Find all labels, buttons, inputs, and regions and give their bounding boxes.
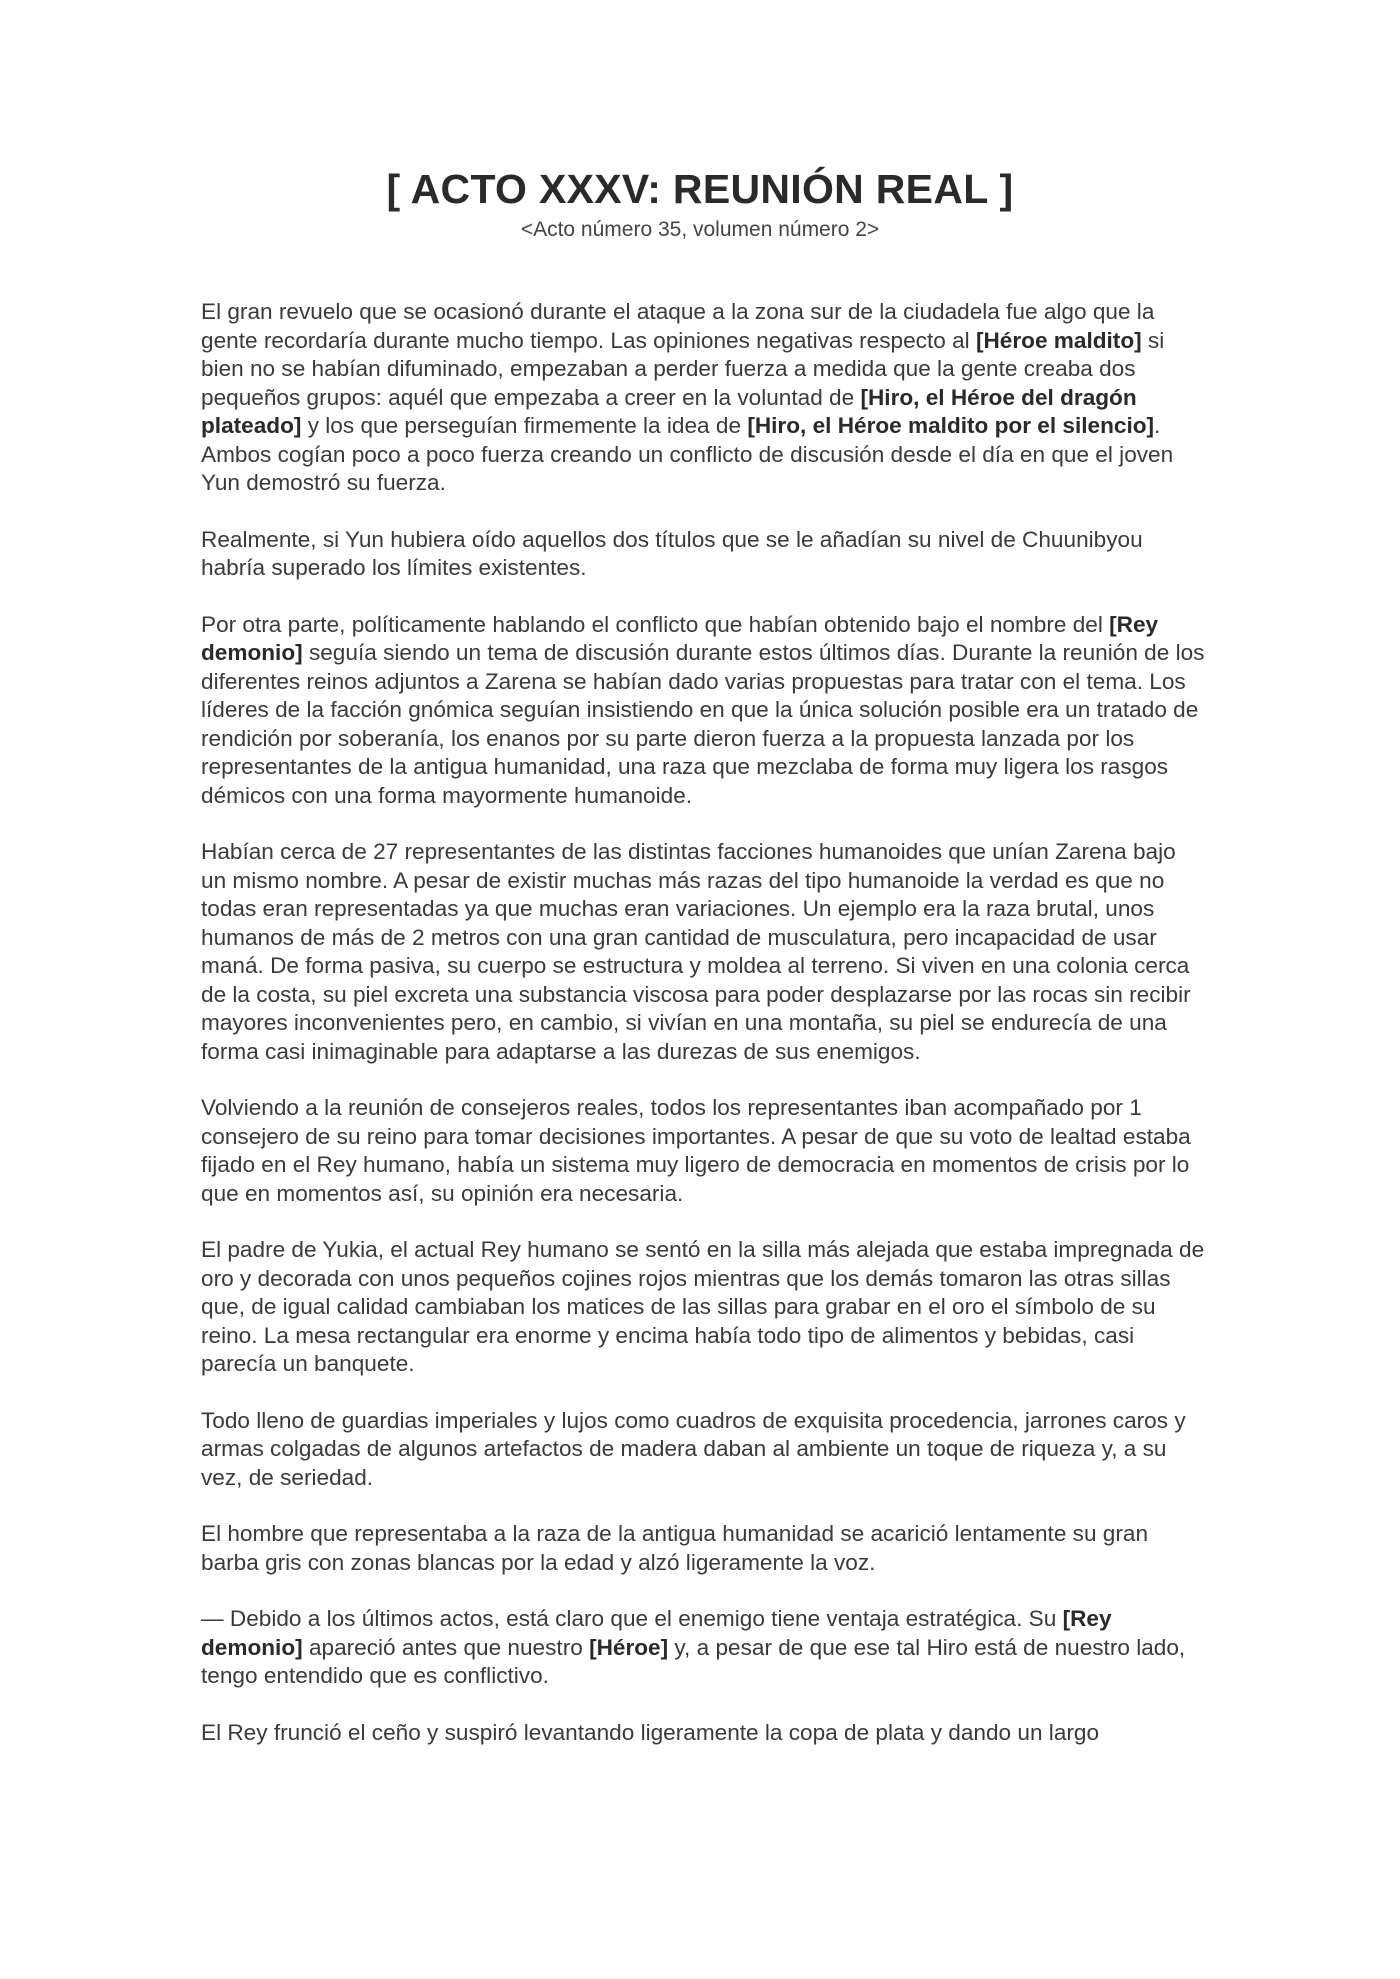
text-run: y, a pesar de que ese tal Hiro está de nuestro lado, tengo entendido que es conflictivo. (201, 1634, 1186, 1688)
page-subtitle: <Acto número 35, volumen número 2> (520, 218, 880, 241)
paragraph (201, 526, 1206, 583)
text-run: El hombre que representaba a la raza de la antigua humanidad se acarició lentamente su gran barba gris con zonas blancas por la edad y alzó ligeramente la voz. (201, 1521, 1149, 1575)
bold-text: [Rey demonio] (201, 1606, 1112, 1660)
text-run: El Rey frunció el ceño y suspiró levantando ligeramente la copa de plata y dando un largo (201, 1719, 1100, 1745)
text-run: El gran revuelo que se ocasionó durante el ataque a la zona sur de la ciudadela fue algo que la gente recordaría durante mucho tiempo. Las opiniones negativas respecto al (201, 299, 1155, 353)
bold-text: [Hiro, el Héroe del dragón plateado] (201, 384, 1137, 438)
paragraph (201, 1719, 1206, 1748)
document-body (201, 298, 1206, 1775)
text-run: . Ambos cogían poco a poco fuerza creando un conflicto de discusión desde el día en que el joven Yun demostró su fuerza. (201, 413, 1174, 495)
paragraph (201, 1094, 1206, 1208)
paragraph (201, 1520, 1206, 1577)
text-run: Todo lleno de guardias imperiales y lujos como cuadros de exquisita procedencia, jarrones caros y armas colgadas de algunos artefactos de madera daban al ambiente un toque de riqueza y, a su vez, de seriedad. (201, 1407, 1186, 1490)
text-run: Volviendo a la reunión de consejeros reales, todos los representantes iban acompañado por 1 consejero de su reino para tomar decisiones importantes. A pesar de que su voto de lealtad estaba fijado en el Rey humano, había un sistema muy ligero de democracia en momentos de crisis por lo que en momentos así, su opinión era necesaria. (201, 1095, 1191, 1206)
bold-text: [Rey demonio] (201, 611, 1159, 665)
paragraph (201, 1407, 1206, 1493)
text-run: Habían cerca de 27 representantes de las distintas facciones humanoides que unían Zarena bajo un mismo nombre. A pesar de existir muchas más razas del tipo humanoide la verdad es que no todas eran representadas ya que muchas eran variaciones. Un ejemplo era la raza brutal, unos humanos de más de 2 metros con una gran cantidad de musculatura, pero incapacidad de usar maná. De forma pasiva, su cuerpo se estructura y moldea al terreno. Si viven en una colonia cerca de la costa, su piel excreta una substancia viscosa para poder desplazarse por las rocas sin recibir mayores inconvenientes pero, en cambio, si vivían en una montaña, su piel se endurecía de una forma casi inimaginable para adaptarse a las durezas de sus enemigos. (201, 839, 1191, 1064)
text-run: Realmente, si Yun hubiera oído aquellos dos títulos que se le añadían su nivel de Chuunibyou habría superado los límites existentes. (201, 526, 1143, 580)
bold-text: [Héroe] (589, 1634, 669, 1660)
page-title: [ ACTO XXXV: REUNIÓN REAL ] (386, 166, 1014, 212)
paragraph (201, 611, 1206, 811)
text-run: El padre de Yukia, el actual Rey humano se sentó en la silla más alejada que estaba impregnada de oro y decorada con unos pequeños cojines rojos mientras que los demás tomaron las otras sillas que, de igual calidad cambiaban los matices de las sillas para grabar en el oro el símbolo de su reino. La mesa rectangular era enorme y encima había todo tipo de alimentos y bebidas, casi parecía un banquete. (201, 1237, 1205, 1376)
paragraph (201, 298, 1206, 498)
paragraph (201, 838, 1206, 1066)
bold-text: [Héroe maldito] (975, 327, 1142, 353)
text-run: si bien no se habían difuminado, empezaban a perder fuerza a medida que la gente creaba dos pequeños grupos: aquél que empezaba a creer en la voluntad de (201, 327, 1165, 410)
text-run: y los que perseguían firmemente la idea de (301, 413, 748, 438)
paragraph (201, 1605, 1206, 1691)
text-run: apareció antes que nuestro (302, 1634, 590, 1660)
bold-text: [Hiro, el Héroe maldito por el silencio] (747, 413, 1155, 438)
text-run: Por otra parte, políticamente hablando el conflicto que habían obtenido bajo el nombre del (201, 611, 1110, 637)
paragraph (201, 1236, 1206, 1379)
text-run: — Debido a los últimos actos, está claro que el enemigo tiene ventaja estratégica. Su (201, 1606, 1063, 1631)
text-run: seguía siendo un tema de discusión durante estos últimos días. Durante la reunión de los diferentes reinos adjuntos a Zarena se habían dado varias propuestas para tratar con el tema. Los líderes de la facción gnómica seguían insistiendo en que la única solución posible era un tratado de rendición por soberanía, los enanos por su parte dieron fuerza a la propuesta lanzada por los representantes de la antigua humanidad, una raza que mezclaba de forma muy ligera los rasgos démicos con una forma mayormente humanoide. (201, 640, 1205, 808)
